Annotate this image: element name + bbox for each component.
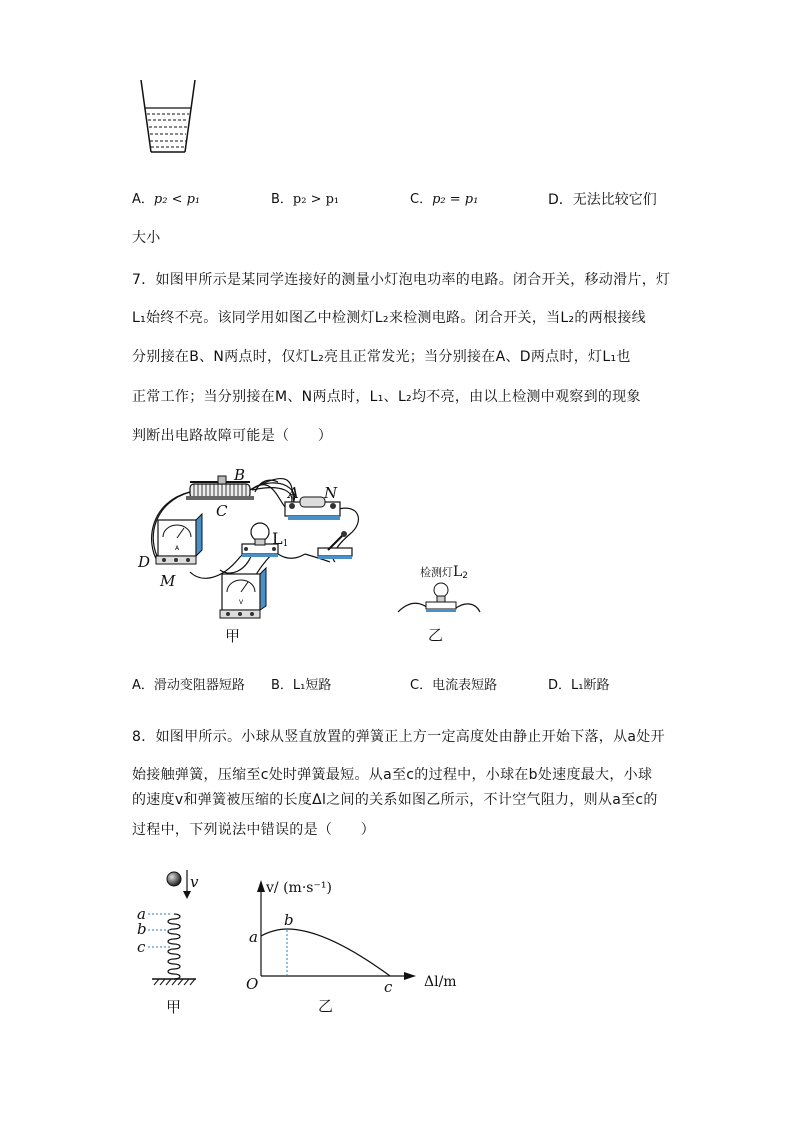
q7-option-d: D．L₁断路 xyxy=(548,678,610,693)
knife-switch xyxy=(318,531,352,559)
label-b: B xyxy=(234,466,246,484)
x-axis-label: Δl/m xyxy=(424,974,457,990)
detector-lamp-l2 xyxy=(398,583,480,612)
q6-option-c: C．p₂ = p₁ xyxy=(410,192,479,207)
y-axis-label: v/ (m·s⁻¹) xyxy=(266,880,332,896)
q7-option-b: B．L₁短路 xyxy=(271,678,332,693)
q8-line-4: 过程中，下列说法中错误的是（ ） xyxy=(132,822,376,838)
ammeter xyxy=(156,514,202,564)
graph-b-label: b xyxy=(284,911,294,929)
q8-line-1: 8．如图甲所示。小球从竖直放置的弹簧正上方一定高度处由静止开始下落，从a处开 xyxy=(132,729,665,745)
circuit-figure xyxy=(130,462,500,652)
q6-option-d: D．无法比较它们 xyxy=(548,192,657,208)
q6-option-b: B．p₂ > p₁ xyxy=(271,192,340,207)
detector-label: 检测灯$L_2$ xyxy=(420,564,469,581)
svg-text:A: A xyxy=(175,545,180,552)
q6-option-a: A．p₂ < p₁ xyxy=(132,192,201,207)
svg-text:V: V xyxy=(239,599,244,606)
caption-jia-spring: 甲 xyxy=(166,998,182,1016)
caption-jia-circuit: 甲 xyxy=(225,627,241,645)
q7-line-2: L₁始终不亮。该同学用如图乙中检测灯L₂来检测电路。闭合开关，当L₂的两根接线 xyxy=(132,310,646,326)
label-m: M xyxy=(160,572,176,590)
label-n: N xyxy=(324,484,338,502)
q7-line-3: 分别接在B、N两点时，仅灯L₂亮且正常发光；当分别接在A、D两点时，灯L₁也 xyxy=(132,349,631,365)
q7-line-1: 7．如图甲所示是某同学连接好的测量小灯泡电功率的电路。闭合开关，移动滑片，灯 xyxy=(132,272,671,288)
label-l1: $L_1$ xyxy=(272,529,289,549)
spring-c-label: c xyxy=(137,938,146,956)
label-d: D xyxy=(138,553,151,571)
q7-option-c: C．电流表短路 xyxy=(410,678,498,693)
voltmeter xyxy=(220,568,266,618)
graph-c-label: c xyxy=(384,978,393,996)
graph-a-label: a xyxy=(249,928,258,946)
spring-b-label: b xyxy=(137,920,147,938)
graph-origin-label: O xyxy=(246,975,259,993)
q6-option-d-wrap: 大小 xyxy=(132,230,161,246)
label-a: A xyxy=(288,484,299,502)
spring-a-label: a xyxy=(137,905,146,923)
q7-line-5: 判断出电路故障可能是（ ） xyxy=(132,428,333,444)
spring-v-label: v xyxy=(190,873,199,891)
q7-line-4: 正常工作；当分别接在M、N两点时，L₁、L₂均不亮，由以上检测中观察到的现象 xyxy=(132,389,641,405)
caption-yi-graph: 乙 xyxy=(318,997,334,1015)
caption-yi-circuit: 乙 xyxy=(428,626,444,644)
q8-line-2: 始接触弹簧，压缩至c处时弹簧最短。从a至c的过程中，小球在b处速度最大，小球 xyxy=(132,767,653,783)
beaker-figure xyxy=(138,78,198,158)
q8-line-3: 的速度v和弹簧被压缩的长度Δl之间的关系如图乙所示，不计空气阻力，则从a至c的 xyxy=(132,792,658,808)
label-c: C xyxy=(216,502,228,520)
q7-option-a: A．滑动变阻器短路 xyxy=(132,678,245,693)
